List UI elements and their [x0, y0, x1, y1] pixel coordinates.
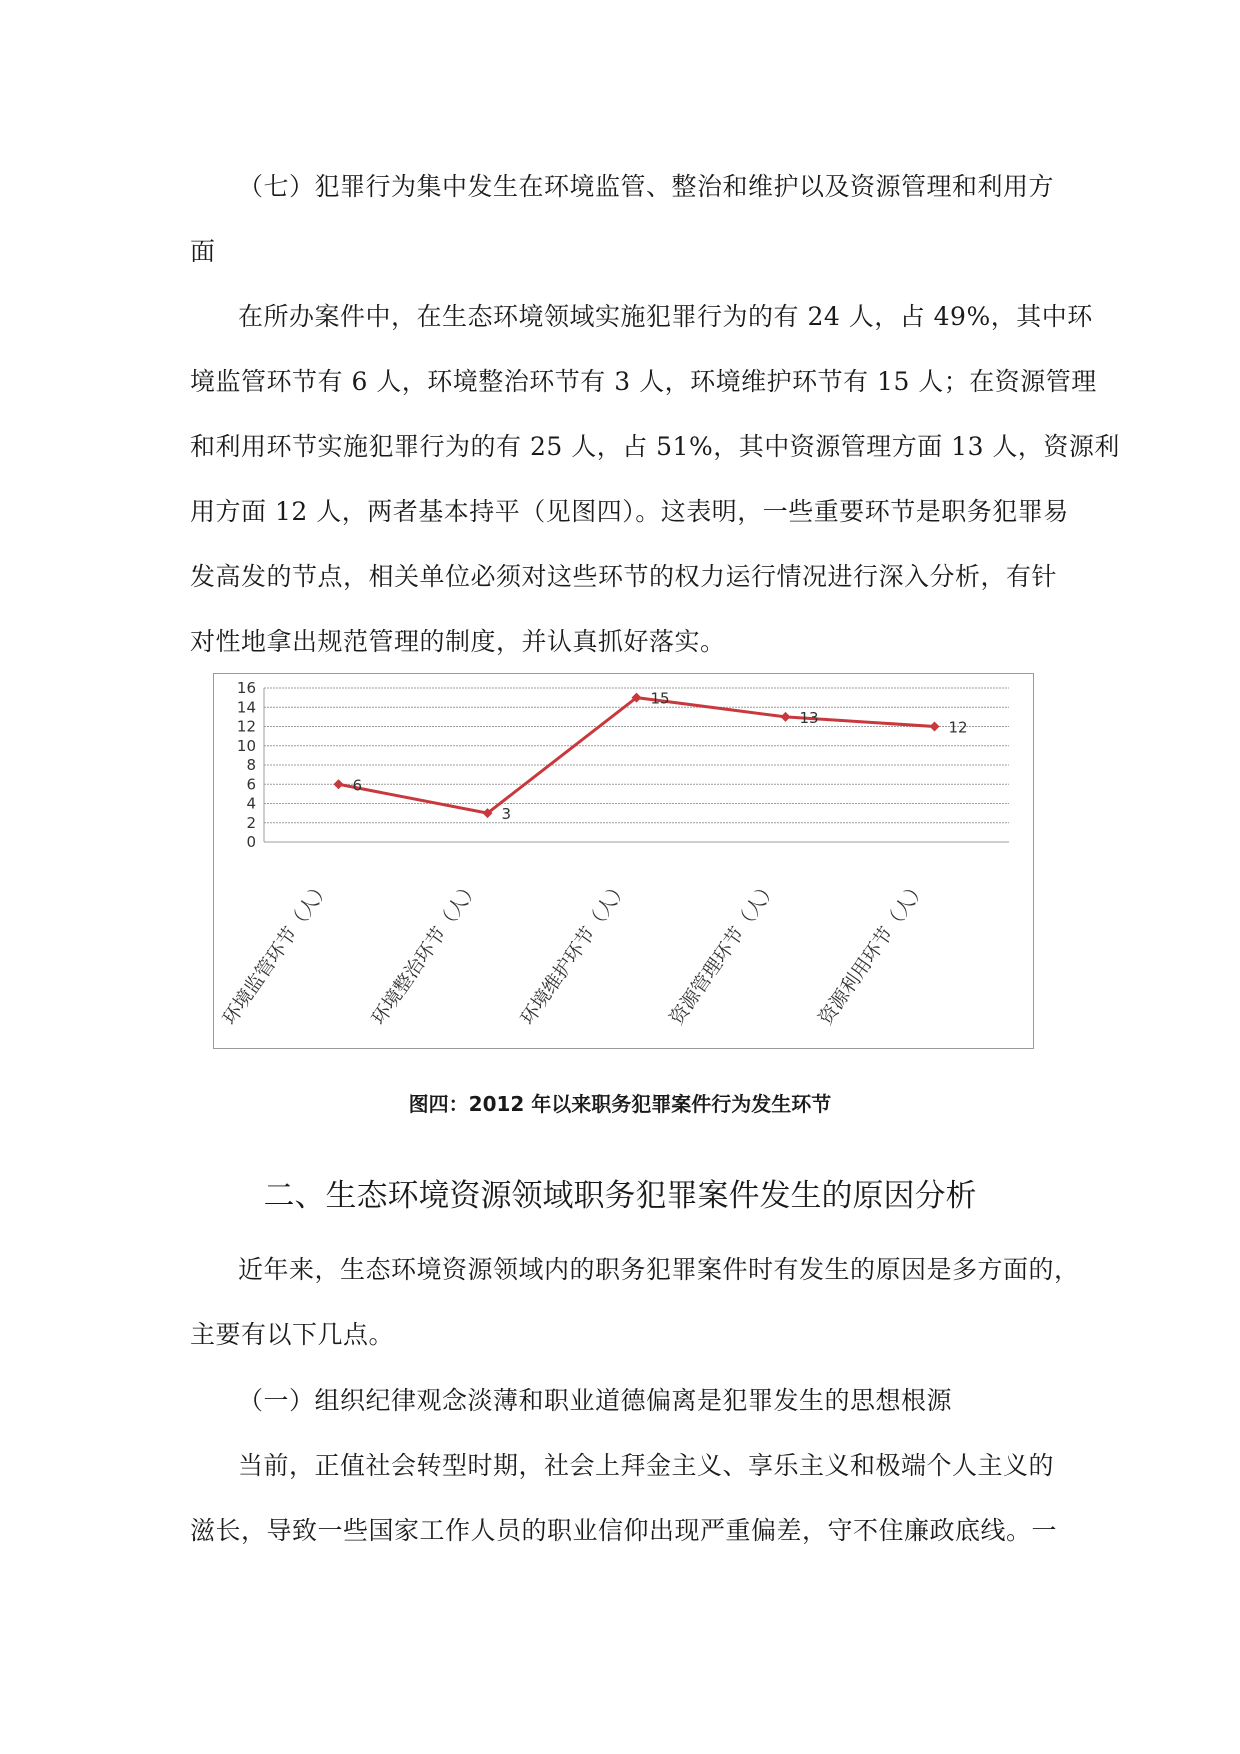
- data-point: [781, 712, 791, 722]
- paragraph-line: 近年来，生态环境资源领域内的职务犯罪案件时有发生的原因是多方面的，: [238, 1255, 1080, 1284]
- x-axis-labels: [218, 876, 931, 1029]
- y-tick-label: 2: [246, 813, 256, 832]
- y-tick-label: 16: [236, 679, 256, 697]
- section-2-heading: 二、生态环境资源领域职务犯罪案件发生的原因分析: [263, 1178, 977, 1214]
- x-tick-label: 资源管理环节（人）: [665, 876, 782, 1029]
- data-point: [930, 722, 940, 732]
- section-7-heading-line-1: （七）犯罪行为集中发生在环境监管、整治和维护以及资源管理和利用方: [238, 172, 1055, 201]
- y-tick-label: 12: [236, 717, 256, 736]
- data-label: 6: [352, 776, 363, 795]
- y-axis-ticks: [237, 679, 256, 851]
- y-tick-label: 8: [246, 756, 256, 774]
- paragraph-line: 对性地拿出规范管理的制度，并认真抓好落实。: [190, 627, 726, 656]
- y-tick-label: 14: [236, 698, 256, 717]
- paragraph-line: 发高发的节点，相关单位必须对这些环节的权力运行情况进行深入分析，有针: [190, 562, 1058, 591]
- paragraph-line: 在所办案件中，在生态环境领域实施犯罪行为的有 24 人，占 49%，其中环: [238, 302, 1093, 331]
- x-tick-label: 环境整治环节（人）: [367, 876, 484, 1029]
- data-point: [334, 779, 344, 789]
- series-line: [339, 698, 935, 814]
- section-7-heading-line-2: 面: [190, 237, 216, 266]
- paragraph-line: 主要有以下几点。: [190, 1320, 395, 1349]
- y-tick-label: 0: [246, 833, 256, 851]
- chart-series: [334, 690, 968, 824]
- y-tick-label: 10: [236, 736, 256, 755]
- x-tick-label: 环境维护环节（人）: [516, 876, 633, 1029]
- subsection-1-heading: （一）组织纪律观念淡薄和职业道德偏离是犯罪发生的思想根源: [238, 1386, 953, 1415]
- paragraph-line: 境监管环节有 6 人，环境整治环节有 3 人，环境维护环节有 15 人；在资源管理: [190, 367, 1097, 396]
- chart-grid: [264, 688, 1009, 842]
- y-tick-label: 4: [246, 794, 256, 813]
- figure-caption: 图四：2012 年以来职务犯罪案件行为发生环节: [408, 1092, 832, 1116]
- paragraph-line: 和利用环节实施犯罪行为的有 25 人，占 51%，其中资源管理方面 13 人，资源利: [190, 432, 1120, 461]
- data-label: 12: [948, 718, 968, 737]
- data-label: 15: [650, 689, 670, 708]
- data-label: 13: [799, 708, 819, 727]
- x-tick-label: 资源利用环节（人）: [814, 876, 931, 1029]
- y-tick-label: 6: [246, 775, 256, 794]
- paragraph-line: 滋长，导致一些国家工作人员的职业信仰出现严重偏差，守不住廉政底线。一: [190, 1516, 1058, 1545]
- paragraph-line: 用方面 12 人，两者基本持平（见图四）。这表明，一些重要环节是职务犯罪易: [190, 497, 1069, 526]
- line-chart: [213, 673, 1034, 1049]
- chart-svg: [214, 674, 1033, 1048]
- data-label: 3: [501, 805, 512, 824]
- x-tick-label: 环境监管环节（人）: [218, 876, 335, 1029]
- paragraph-line: 当前，正值社会转型时期，社会上拜金主义、享乐主义和极端个人主义的: [238, 1451, 1055, 1480]
